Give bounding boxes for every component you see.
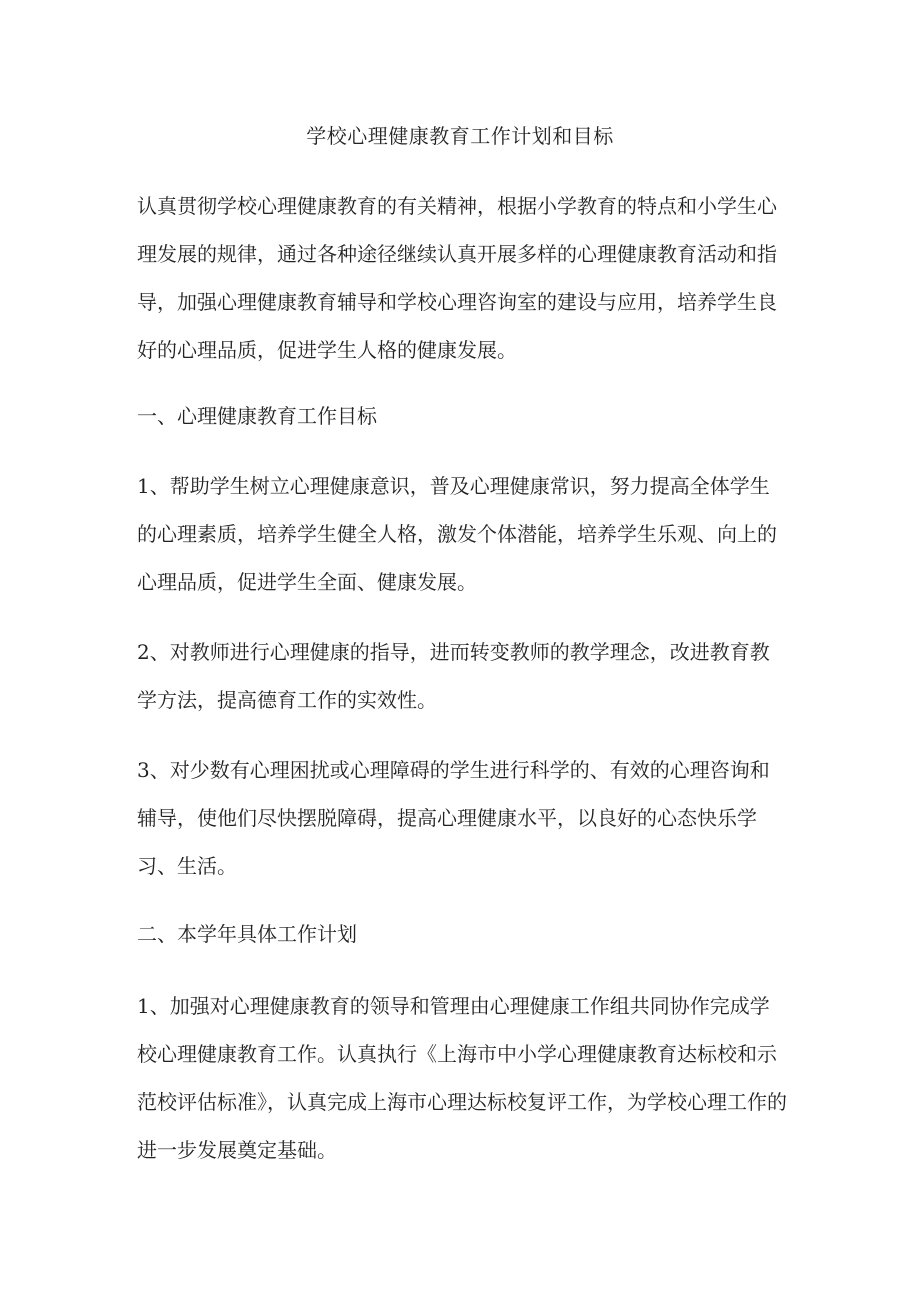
section-2-item-1: 1、加强对心理健康教育的领导和管理由心理健康工作组共同协作完成学校心理健康教育工作。认真执行《上海市中小学心理健康教育达标校和示范校评估标准》，认真完成上海市心理达标校复评工作，为学校心理工作的进一步发展奠定基础。 bbox=[137, 994, 787, 1162]
section-1-item-1: 1、帮助学生树立心理健康意识，普及心理健康常识，努力提高全体学生的心理素质，培养学生健全人格，激发个体潜能，培养学生乐观、向上的心理品质，促进学生全面、健康发展。 bbox=[137, 474, 777, 594]
section-2-heading: 二、本学年具体工作计划 bbox=[137, 922, 357, 946]
intro-paragraph: 认真贯彻学校心理健康教育的有关精神，根据小学教育的特点和小学生心理发展的规律，通过各种途径继续认真开展多样的心理健康教育活动和指导，加强心理健康教育辅导和学校心理咨询室的建设与应用，培养学生良好的心理品质，促进学生人格的健康发展。 bbox=[137, 194, 777, 362]
document-title: 学校心理健康教育工作计划和目标 bbox=[306, 124, 614, 148]
section-1-heading: 一、心理健康教育工作目标 bbox=[137, 404, 377, 428]
section-1-item-3: 3、对少数有心理困扰或心理障碍的学生进行科学的、有效的心理咨询和辅导，使他们尽快摆脱障碍，提高心理健康水平，以良好的心态快乐学习、生活。 bbox=[137, 758, 770, 878]
section-1-item-2: 2、对教师进行心理健康的指导，进而转变教师的教学理念，改进教育教学方法，提高德育工作的实效性。 bbox=[137, 640, 770, 712]
